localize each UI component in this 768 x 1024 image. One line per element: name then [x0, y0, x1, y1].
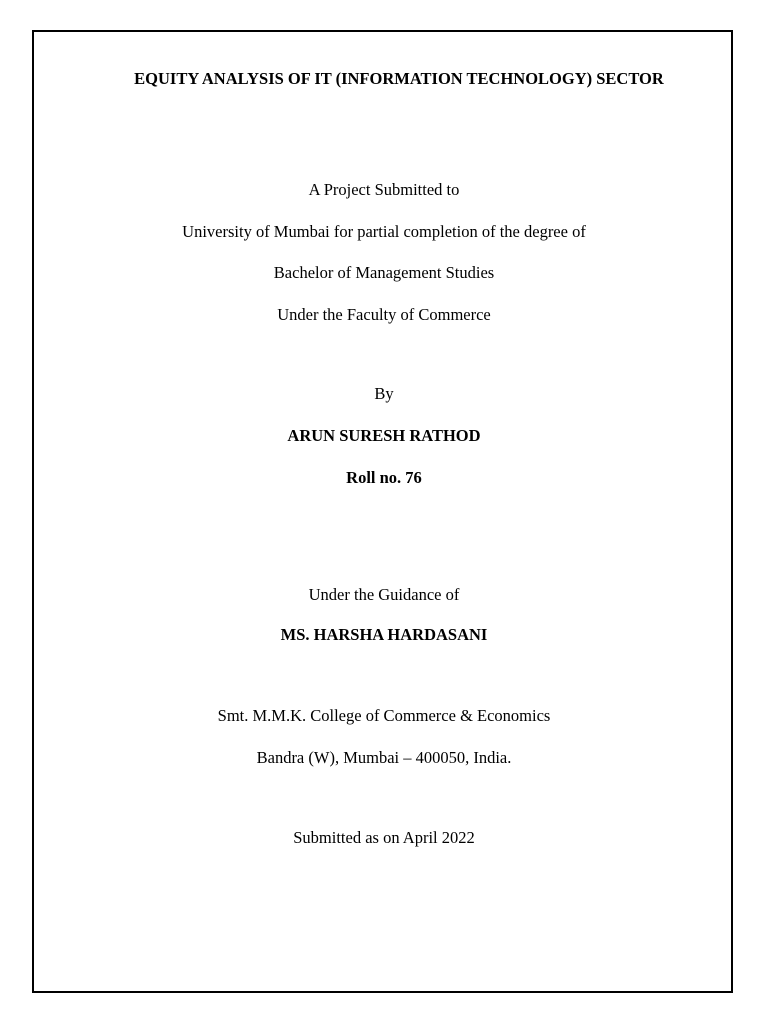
submission-line-1: A Project Submitted to	[308, 180, 460, 199]
submitted-date: Submitted as on April 2022	[293, 828, 475, 847]
document-title: EQUITY ANALYSIS OF IT (INFORMATION TECHNOLOGY) SECTOR	[134, 69, 664, 88]
college-address: Bandra (W), Mumbai – 400050, India.	[256, 748, 512, 767]
by-label: By	[374, 384, 394, 403]
college-name: Smt. M.M.K. College of Commerce & Economics	[217, 706, 551, 725]
page-border	[32, 30, 733, 993]
roll-number: Roll no. 76	[346, 468, 422, 487]
author-name: ARUN SURESH RATHOD	[287, 426, 481, 445]
guide-name: MS. HARSHA HARDASANI	[280, 625, 488, 644]
submission-line-4: Under the Faculty of Commerce	[277, 305, 491, 324]
submission-line-3: Bachelor of Management Studies	[273, 263, 495, 282]
guidance-label: Under the Guidance of	[308, 585, 460, 604]
submission-line-2: University of Mumbai for partial completion of the degree of	[182, 222, 586, 241]
